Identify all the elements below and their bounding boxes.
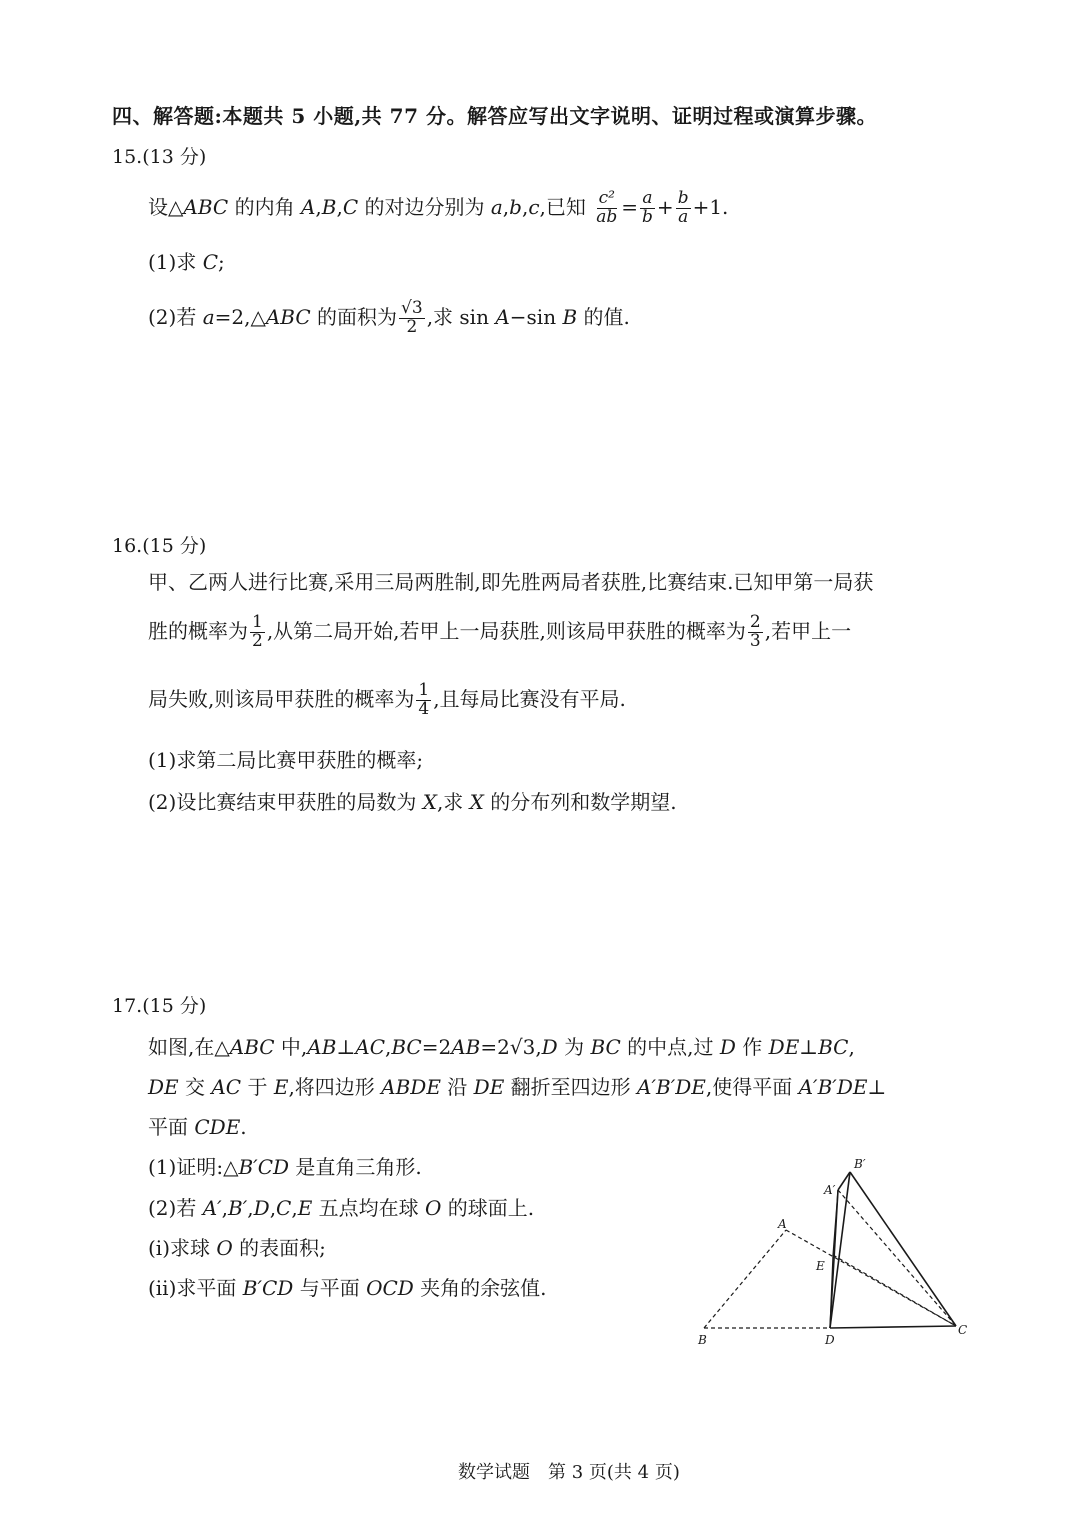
geometry-figure [690, 1150, 990, 1350]
text: 的球面上. [441, 1196, 535, 1220]
text: (2)设比赛结束甲获胜的局数为 [148, 790, 423, 814]
q16-part1: (1)求第二局比赛甲获胜的概率; [148, 748, 424, 772]
text: 与平面 [293, 1276, 367, 1300]
text: B′CD [242, 1276, 294, 1300]
q15-part2 [148, 300, 630, 337]
numerator: a [642, 188, 653, 208]
denominator: ab [596, 206, 618, 227]
text: 是直角三角形. [289, 1155, 422, 1179]
numerator: b [677, 188, 689, 208]
text: C [202, 250, 218, 274]
text: =2 [480, 1035, 510, 1059]
numerator: c² [598, 188, 615, 208]
text: D [719, 1035, 736, 1059]
denominator: 2 [406, 316, 418, 337]
text: 的表面积; [232, 1236, 326, 1260]
text: ,从第二局开始,若甲上一局获胜,则该局甲获胜的概率为 [266, 618, 746, 643]
text: , [269, 1196, 277, 1220]
text: ,若甲上一 [764, 618, 852, 643]
q17-part2-ii [148, 1278, 547, 1298]
text: 设△ [148, 194, 184, 219]
label-c: C [958, 1323, 968, 1337]
text: C [342, 194, 359, 219]
text: BC [391, 1035, 422, 1059]
section-title: 四、解答题:本题共 5 小题,共 77 分。解答应写出文字说明、证明过程或演算步骤。 [112, 104, 877, 128]
text: ; [218, 250, 225, 274]
q17-line1 [148, 1037, 855, 1057]
q17-line3 [148, 1117, 247, 1137]
text: B′ [228, 1196, 248, 1220]
text: = [621, 194, 639, 219]
numerator: 1 [418, 680, 430, 700]
text: ,且每局比赛没有平局. [433, 686, 626, 711]
text: 的对边分别为 [358, 194, 491, 219]
edge-dc [830, 1326, 956, 1328]
label-a: A [778, 1217, 787, 1231]
text: 的值. [577, 304, 630, 329]
text: OCD [366, 1276, 414, 1300]
fraction [416, 682, 431, 719]
text: AB [307, 1035, 337, 1059]
text: E [297, 1196, 313, 1220]
text: 为 [557, 1035, 591, 1059]
text: ABC [265, 304, 311, 329]
text: , [291, 1196, 298, 1220]
text: DE [768, 1035, 800, 1059]
text: , [221, 1196, 229, 1220]
q17-part2-i [148, 1238, 326, 1258]
text: 的内角 [228, 194, 301, 219]
text: C [276, 1196, 292, 1220]
text: A [300, 194, 316, 219]
text: (ⅰ)求球 [148, 1236, 217, 1260]
text: ⊥ [336, 1035, 356, 1059]
text: ,求 [436, 790, 470, 814]
text: b [509, 194, 522, 219]
text: A′B′DE [798, 1075, 868, 1099]
text: ,将四边形 [288, 1075, 382, 1099]
text: D [253, 1196, 270, 1220]
text: (2)若 [148, 304, 203, 329]
text: 五点均在球 [312, 1196, 426, 1220]
text: A [495, 304, 510, 329]
edge-b-prime-c [850, 1172, 956, 1326]
text: ⊥ [867, 1075, 887, 1099]
text: B′CD [238, 1155, 290, 1179]
text: 的面积为 [310, 304, 398, 329]
text: =2,△ [214, 304, 266, 329]
text: 的中点,过 [620, 1035, 720, 1059]
label-e: E [816, 1259, 825, 1273]
text: 于 [241, 1075, 274, 1099]
edge-a-prime-c [838, 1190, 956, 1326]
text: 胜的概率为 [148, 618, 248, 643]
text: . [240, 1115, 247, 1139]
q15-part1 [148, 252, 225, 272]
text: 局失败,则该局甲获胜的概率为 [148, 686, 415, 711]
text: BC [590, 1035, 621, 1059]
text: ⊥ [799, 1035, 819, 1059]
text: 沿 [440, 1075, 474, 1099]
text: 翻折至四边形 [504, 1075, 638, 1099]
label-d: D [825, 1333, 835, 1347]
fraction [250, 614, 265, 651]
q16-line3 [148, 682, 626, 719]
text: +1. [692, 194, 729, 219]
fraction [676, 190, 691, 227]
text: D [541, 1035, 558, 1059]
numerator: √3 [401, 298, 423, 318]
text: , [848, 1035, 855, 1059]
text: (2)若 [148, 1196, 203, 1220]
text: , [385, 1035, 392, 1059]
text: + [656, 194, 674, 219]
q17-part1 [148, 1157, 422, 1177]
denominator: 4 [418, 698, 430, 719]
text: O [425, 1196, 442, 1220]
text: a [202, 304, 215, 329]
text: , [247, 1196, 254, 1220]
denominator: 3 [749, 630, 761, 651]
q15-statement [148, 190, 728, 227]
edge-ec [833, 1255, 956, 1326]
text: , [502, 194, 510, 219]
q17-line2 [148, 1077, 886, 1097]
text: (ⅱ)求平面 [148, 1276, 243, 1300]
text: DE [473, 1075, 505, 1099]
text: 交 [178, 1075, 212, 1099]
text: 作 [735, 1035, 769, 1059]
text: E [273, 1075, 289, 1099]
text: −sin [509, 304, 563, 329]
text: , [336, 194, 343, 219]
q16-line2 [148, 614, 851, 651]
text: 如图,在△ [148, 1035, 230, 1059]
text: B [562, 304, 578, 329]
text: 平面 [148, 1115, 195, 1139]
text: 中, [274, 1035, 308, 1059]
q16-part2 [148, 792, 677, 812]
text: ,已知 [539, 194, 586, 219]
text: AC [355, 1035, 385, 1059]
q16-line1: 甲、乙两人进行比赛,采用三局两胜制,即先胜两局者获胜,比赛结束.已知甲第一局获 [148, 570, 874, 594]
text: A′B′DE [637, 1075, 706, 1099]
text: X [422, 790, 437, 814]
fraction [399, 300, 425, 337]
text: ABDE [381, 1075, 441, 1099]
text: ABC [183, 194, 229, 219]
fraction [640, 190, 655, 227]
text: c [528, 194, 540, 219]
text: CDE [194, 1115, 241, 1139]
text: AB [451, 1035, 481, 1059]
q15-header: 15.(13 分) [112, 146, 207, 168]
label-b-prime: B′ [854, 1157, 866, 1171]
text: DE [148, 1075, 179, 1099]
label-a-prime: A′ [824, 1183, 836, 1197]
text: , [315, 194, 322, 219]
text: BC [818, 1035, 849, 1059]
page-footer: 数学试题 第 3 页(共 4 页) [458, 1462, 680, 1483]
text: 夹角的余弦值. [413, 1276, 547, 1300]
text: , [535, 1035, 542, 1059]
text: ABC [229, 1035, 275, 1059]
text: O [216, 1236, 233, 1260]
denominator: b [642, 206, 653, 227]
text: a [490, 194, 503, 219]
text: (1)证明:△ [148, 1155, 239, 1179]
text: , [521, 194, 529, 219]
text: 的分布列和数学期望. [483, 790, 677, 814]
text: (1)求 [148, 250, 203, 274]
text: ,使得平面 [705, 1075, 799, 1099]
denominator: 2 [252, 630, 263, 651]
fraction [748, 614, 763, 651]
denominator: a [678, 206, 689, 227]
numerator: 2 [749, 612, 761, 632]
sqrt-3: √3 [509, 1035, 536, 1059]
text: A′ [202, 1196, 222, 1220]
text: ,求 sin [426, 304, 496, 329]
edge-ab [704, 1230, 786, 1328]
text: AC [211, 1075, 242, 1099]
q17-part2 [148, 1198, 534, 1218]
text: =2 [421, 1035, 452, 1059]
q16-header: 16.(15 分) [112, 535, 207, 557]
label-b: B [698, 1333, 707, 1347]
text: X [469, 790, 484, 814]
text: B [321, 194, 337, 219]
fraction [594, 190, 619, 227]
q17-header: 17.(15 分) [112, 995, 207, 1017]
numerator: 1 [252, 612, 263, 632]
